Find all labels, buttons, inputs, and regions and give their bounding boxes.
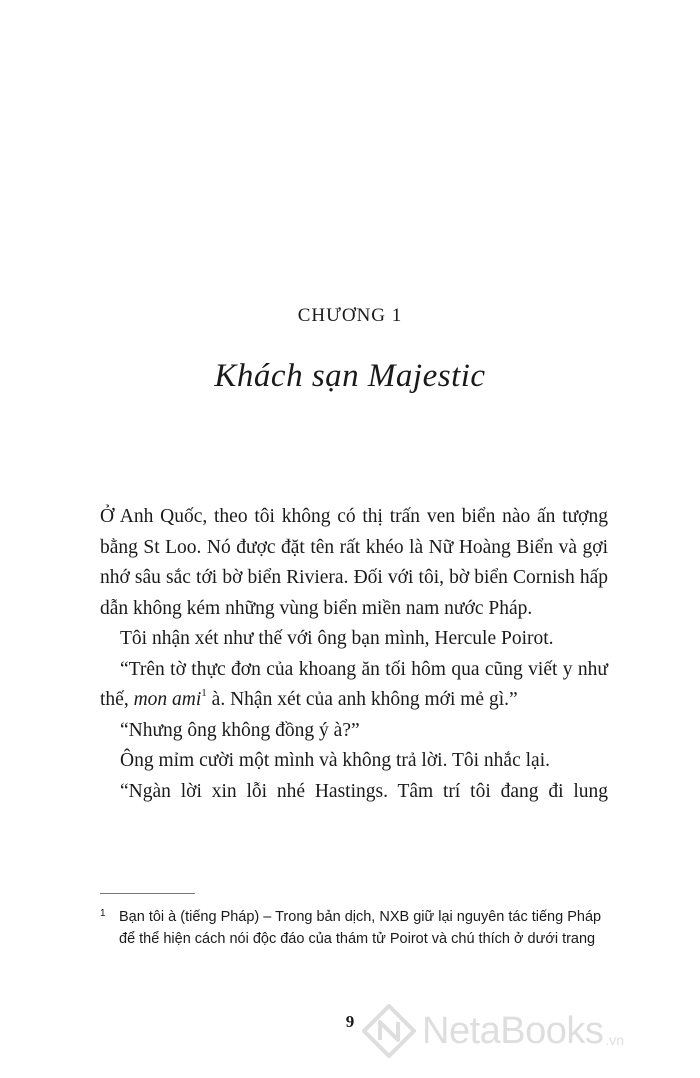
paragraph-2: Tôi nhận xét như thế với ông bạn mình, Hercule Poirot.	[120, 628, 554, 649]
footnote	[100, 906, 610, 950]
footnote-mark: 1	[100, 908, 106, 919]
watermark-brand: NetaBooks	[422, 1009, 604, 1052]
chapter-title: Khách sạn Majestic	[214, 358, 486, 394]
watermark-suffix: .vn	[605, 1032, 625, 1048]
foreign-phrase: mon ami	[133, 689, 202, 710]
paragraph-5: Ông mỉm cười một mình và không trả lời. Tôi nhắc lại.	[120, 750, 550, 771]
netabooks-logo-icon	[362, 1004, 416, 1058]
footnote-divider	[100, 893, 195, 894]
body-text	[100, 502, 608, 807]
page-number: 9	[345, 1012, 355, 1031]
paragraph-3	[100, 655, 608, 716]
chapter-label: CHƯƠNG 1	[297, 305, 403, 326]
paragraph-3-start: “Trên tờ thực đơn của khoang ăn tối hôm qua cũng viết y như thế,	[100, 658, 608, 710]
watermark	[362, 1000, 624, 1062]
paragraph-3-end: à. Nhận xét của anh không mới mẻ gì.”	[206, 689, 518, 710]
paragraph-1: Ở Anh Quốc, theo tôi không có thị trấn ven biển nào ấn tượng bằng St Loo. Nó được đặt tên rất khéo là Nữ Hoàng Biển và gợi nhớ sâu sắc tới bờ biển Riviera. Đối với tôi, bờ biển Cornish hấp dẫn không kém những vùng biển miền nam nước Pháp.	[100, 506, 608, 619]
paragraph-4: “Nhưng ông không đồng ý à?”	[120, 719, 360, 741]
footnote-text: Bạn tôi à (tiếng Pháp) – Trong bản dịch, NXB giữ lại nguyên tác tiếng Pháp để thể hiện cách nói độc đáo của thám tử Poirot và chú thích ở dưới trang	[119, 909, 602, 947]
paragraph-6: “Ngàn lời xin lỗi nhé Hastings. Tâm trí tôi đang đi lung	[120, 780, 608, 802]
footnote-reference: 1	[201, 687, 207, 699]
